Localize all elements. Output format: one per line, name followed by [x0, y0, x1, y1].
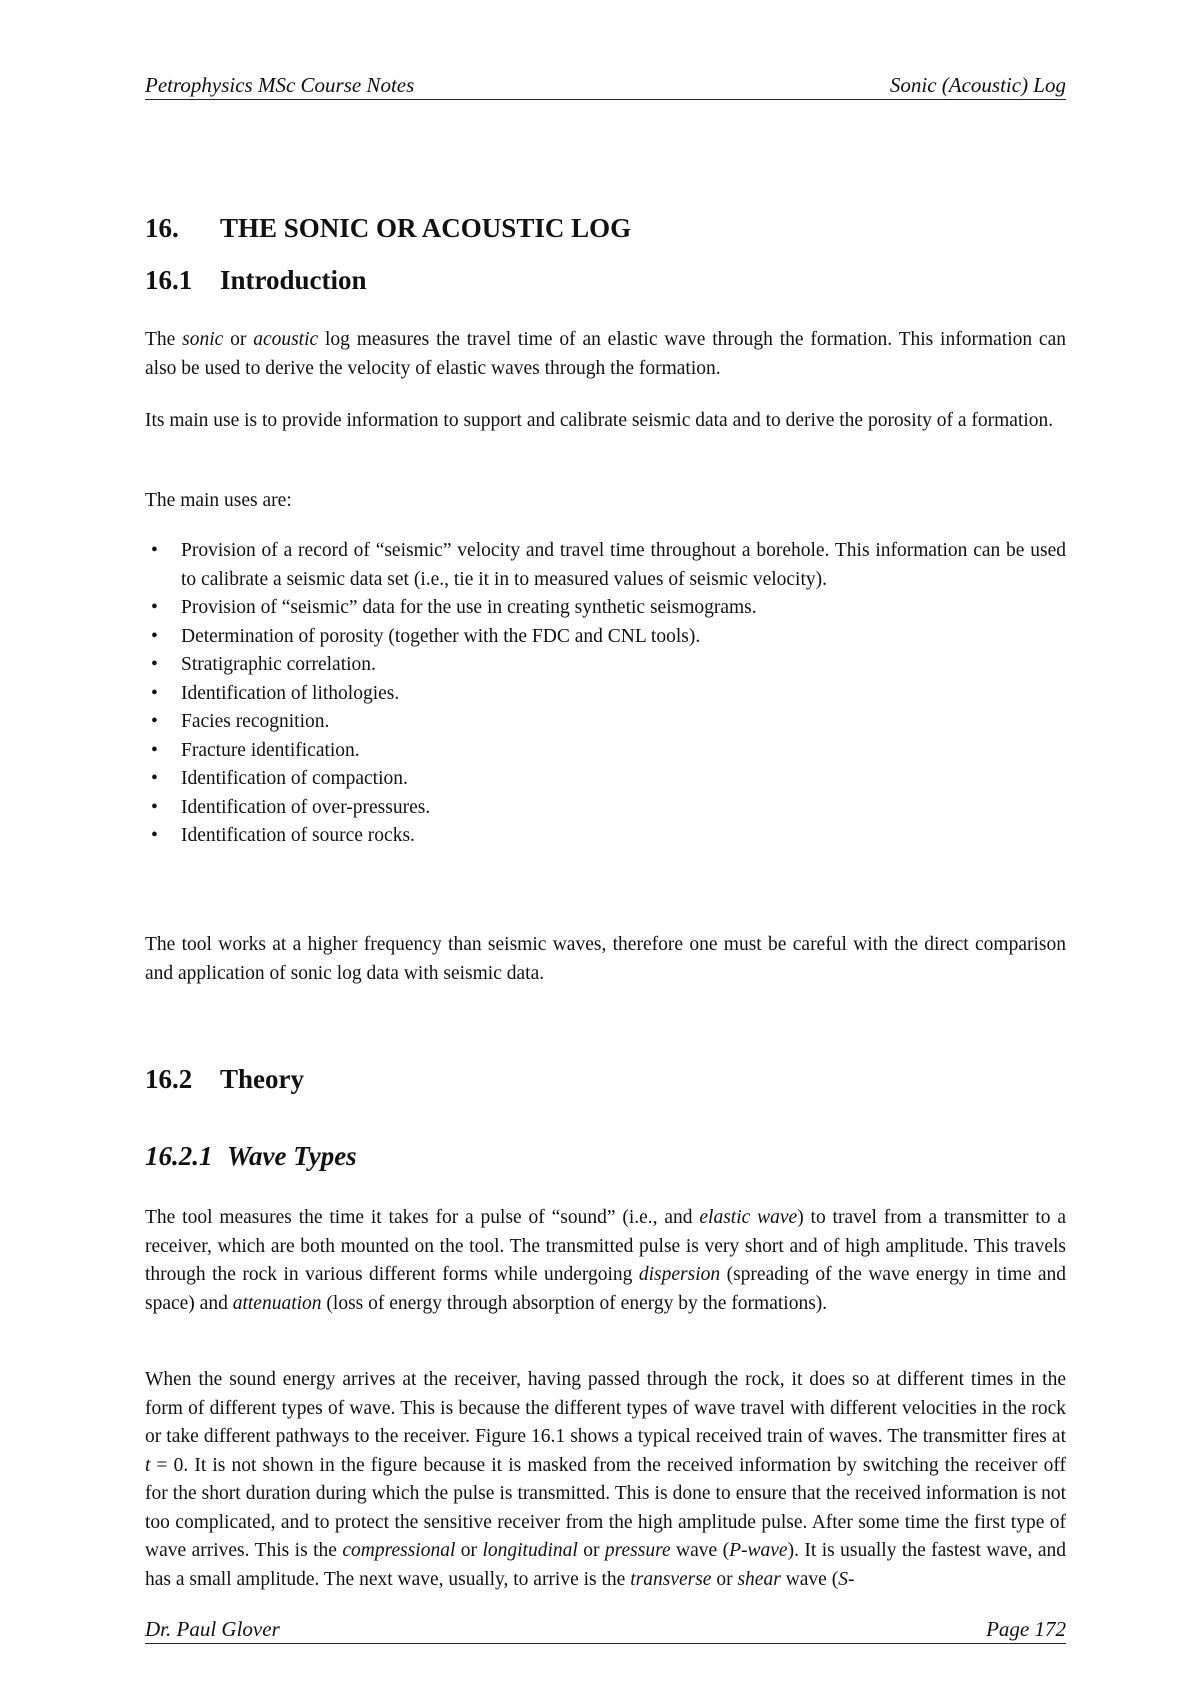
emphasis-dispersion: dispersion: [638, 1264, 721, 1285]
text-run: The tool measures the time it takes for a pulse of “sound” (i.e., and: [145, 1207, 700, 1228]
text-run: log measures the travel time of an elastic wave through the formation. This information can also be used to derive the velocity of elastic waves through the formation.: [145, 329, 1066, 379]
page-footer: [145, 1612, 1066, 1644]
section-heading-introduction: [145, 265, 367, 296]
emphasis-pressure: pressure: [604, 1540, 671, 1561]
subsection-heading-wave-types: [145, 1141, 357, 1172]
text-run: or: [223, 329, 254, 350]
theory-paragraph-1: [145, 1204, 1066, 1318]
footer-author: Dr. Paul Glover: [145, 1617, 280, 1641]
chapter-number: 16.: [145, 213, 179, 243]
list-item: • Identification of source rocks.: [145, 822, 1066, 851]
text-run: (loss of energy through absorption of energy by the formations).: [321, 1292, 828, 1314]
list-item: • Identification of over-pressures.: [145, 794, 1066, 823]
intro-paragraph-4: The tool works at a higher frequency than seismic waves, therefore one must be careful with the direct comparison and application of sonic log data with seismic data.: [145, 934, 1066, 984]
text-run: When the sound energy arrives at the receiver, having passed through the rock, it does so at different times in the form of different types of wave. This is because the different types of wave travel with different velocities in the rock or take different pathways to the receiver. Figure 16.1 shows a typical received train of waves. The transmitter fires at: [145, 1369, 1066, 1447]
text-run: (spreading of the wave energy in time and space) and: [145, 1264, 1066, 1314]
section-title: Theory: [220, 1064, 304, 1094]
emphasis-p-wave: P-wave: [729, 1540, 788, 1561]
list-item: • Stratigraphic correlation.: [145, 651, 1066, 680]
list-item: • Fracture identification.: [145, 737, 1066, 766]
page-header: [145, 68, 1066, 100]
intro-paragraph-1: [145, 326, 1066, 383]
emphasis-acoustic: acoustic: [253, 329, 319, 350]
text-run: The: [145, 329, 183, 350]
section-title: Introduction: [220, 265, 367, 295]
document-page: [145, 68, 1066, 1648]
header-chapter-title: Sonic (Acoustic) Log: [889, 73, 1066, 97]
emphasis-s-wave: S-: [838, 1568, 855, 1590]
emphasis-shear: shear: [737, 1568, 781, 1590]
list-item: • Identification of compaction.: [145, 765, 1066, 794]
emphasis-transverse: transverse: [630, 1568, 712, 1590]
section-heading-theory: [145, 1064, 304, 1095]
text-run: or: [577, 1540, 605, 1561]
section-number: 16.1: [145, 265, 193, 295]
emphasis-longitudinal: longitudinal: [482, 1540, 578, 1561]
text-run: or: [455, 1540, 483, 1561]
emphasis-sonic: sonic: [182, 329, 224, 350]
text-run: wave (: [670, 1540, 730, 1561]
list-item: • Determination of porosity (together with the FDC and CNL tools).: [145, 623, 1066, 652]
subsection-title: Wave Types: [227, 1141, 357, 1171]
intro-paragraph-2: Its main use is to provide information to support and calibrate seismic data and to derive the porosity of a formation.: [145, 410, 1054, 431]
section-number: 16.2: [145, 1064, 193, 1094]
text-run: ) to travel from a transmitter to a receiver, which are both mounted on the tool. The transmitted pulse is very short and of high amplitude. This travels through the rock in various different forms while undergoing: [145, 1207, 1066, 1285]
theory-paragraph-2: [145, 1366, 1066, 1594]
text-run: ). It is usually the fastest wave, and has a small amplitude. The next wave, usually, to arrive is the: [145, 1540, 1066, 1590]
emphasis-elastic-wave: elastic wave: [699, 1207, 798, 1228]
text-run: wave (: [780, 1568, 839, 1590]
list-item: • Provision of “seismic” data for the use in creating synthetic seismograms.: [145, 594, 1066, 623]
header-course-title: Petrophysics MSc Course Notes: [145, 73, 415, 97]
uses-list: [145, 537, 1066, 851]
chapter-heading: [145, 213, 631, 244]
emphasis-compressional: compressional: [342, 1540, 456, 1561]
subsection-number: 16.2.1: [145, 1141, 213, 1171]
list-item: • Facies recognition.: [145, 708, 1066, 737]
emphasis-t: t: [145, 1454, 151, 1476]
text-run: or: [711, 1568, 738, 1590]
text-run: = 0. It is not shown in the figure because it is masked from the received information by switching the receiver off for the short duration during which the pulse is transmitted. This is done to ensure that the received information is not too complicated, and to protect the sensitive receiver from the high amplitude pulse. After some time the first type of wave arrives. This is the: [145, 1454, 1066, 1561]
chapter-title: THE SONIC OR ACOUSTIC LOG: [220, 213, 632, 243]
list-item: • Provision of a record of “seismic” velocity and travel time throughout a borehole. This information can be used to calibrate a seismic data set (i.e., tie it in to measured values of seismic velocity).: [145, 537, 1066, 594]
emphasis-attenuation: attenuation: [232, 1292, 322, 1314]
list-item: • Identification of lithologies.: [145, 680, 1066, 709]
footer-page-number: Page 172: [986, 1617, 1066, 1641]
intro-paragraph-3: The main uses are:: [145, 490, 292, 511]
